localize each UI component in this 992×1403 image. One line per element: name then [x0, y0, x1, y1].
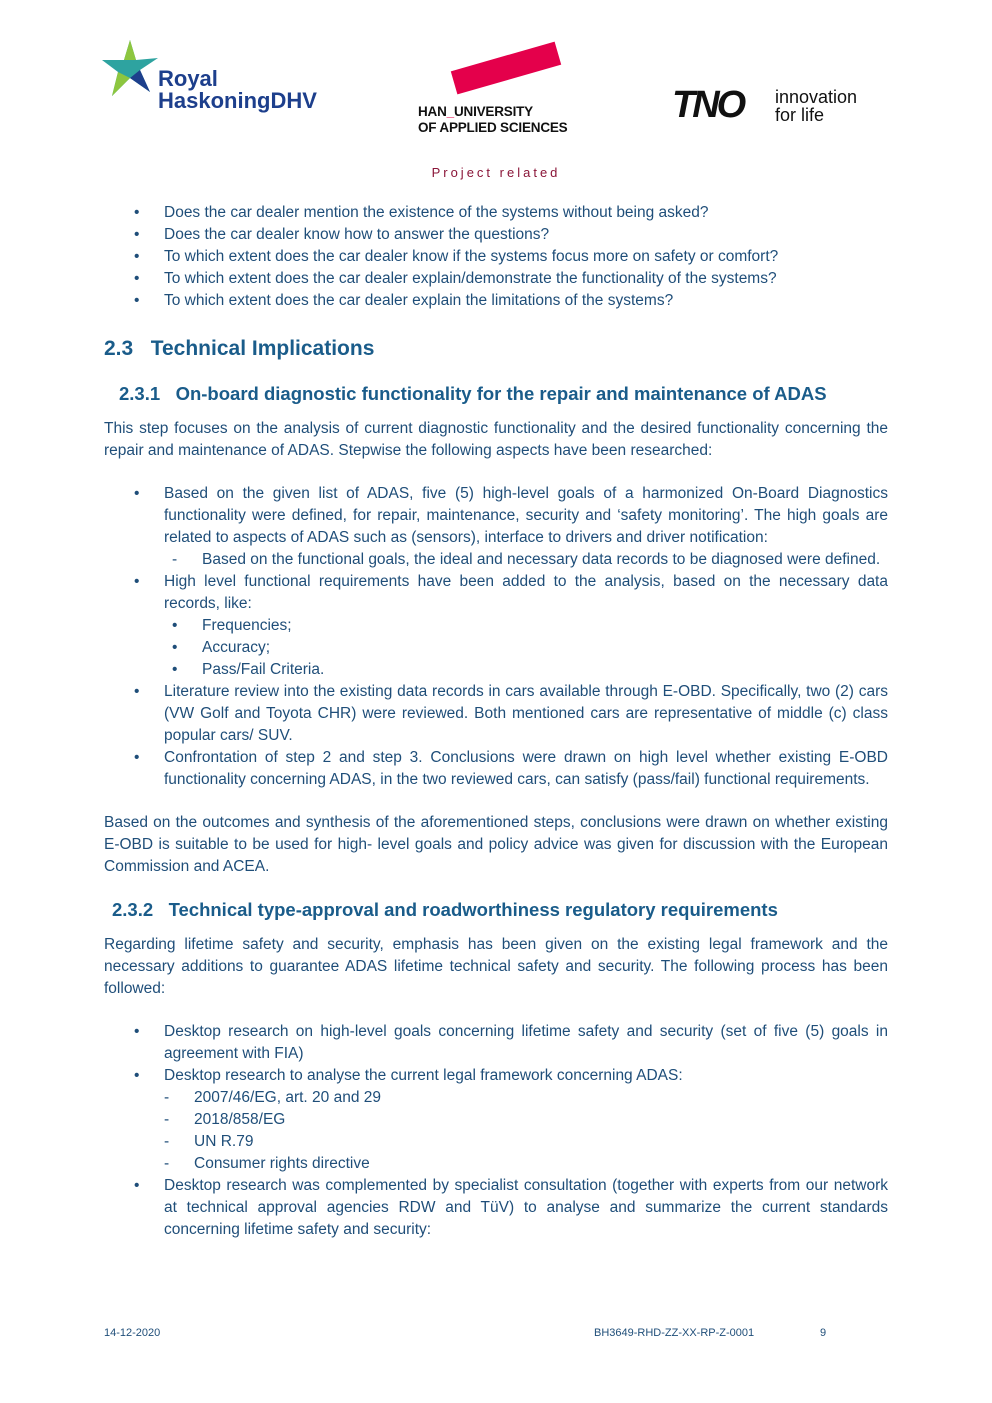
classification-label: Project related [431, 165, 561, 180]
tno-wordmark: TNO [672, 84, 744, 126]
sub-list [164, 549, 888, 571]
heading-2-3 [104, 336, 888, 362]
sub-list-item: - UN R.79 [194, 1131, 888, 1153]
list-item: • Literature review into the existing data records in cars available through E-OBD. Specifically, two (2) cars (VW Golf and Toyota CHR) were reviewed. Both mentioned cars are representative of middle (c) class popular cars/ SUV. [164, 681, 888, 747]
sub-list-item: • Frequencies; [202, 615, 888, 637]
list-item: • High level functional requirements have been added to the analysis, based on the necessary data records, like: • Frequencies; • Accuracy; • Pass/Fail Criteria. [164, 571, 888, 681]
paragraph: Regarding lifetime safety and security, emphasis has been given on the existing legal framework and the necessary additions to guarantee ADAS lifetime technical safety and security. The following process has been followed: [104, 936, 888, 997]
star-mark-icon [100, 38, 160, 100]
heading-2-3-1 [104, 382, 888, 406]
rhdhv-line2: HaskoningDHV [158, 88, 317, 113]
page-content [104, 202, 888, 1241]
han-line2: OF APPLIED SCIENCES [418, 120, 568, 135]
sub-list-item: - 2007/46/EG, art. 20 and 29 [194, 1087, 888, 1109]
intro-bullet-list [104, 202, 888, 312]
han-red-bar [451, 42, 561, 95]
list-item: • Confrontation of step 2 and step 3. Conclusions were drawn on high level whether existing E-OBD functionality concerning ADAS, in the two reviewed cars, can satisfy (pass/fail) functional requirements. [164, 747, 888, 791]
paragraph: This step focuses on the analysis of current diagnostic functionality and the desired functionality concerning the repair and maintenance of ADAS. Stepwise the following aspects have been researched: [104, 420, 888, 459]
list-item: • Based on the given list of ADAS, five (5) high-level goals of a harmonized On-Board Diagnostics functionality were defined, for repair, maintenance, security and ‘safety monitoring’. The high goals are related to aspects of ADAS such as (sensors), interface to drivers and driver notification: - Based on the functional goals, the ideal and necessary data records to be diagnosed were defined. [164, 483, 888, 571]
paragraph: Based on the outcomes and synthesis of the aforementioned steps, conclusions were drawn on whether existing E-OBD is suitable to be used for high- level goals and policy advice was given for discussion with the European Commission and ACEA. [104, 814, 888, 875]
tno-logo [672, 86, 882, 126]
sub-list-item: - Based on the functional goals, the ideal and necessary data records to be diagnosed were defined. [202, 549, 888, 571]
obd-steps-list [104, 483, 888, 791]
heading-title: Technical Implications [150, 337, 375, 360]
rhdhv-line1: Royal [158, 66, 218, 91]
sub-list-item: • Accuracy; [202, 637, 888, 659]
list-item: • Desktop research to analyse the current legal framework concerning ADAS: - 2007/46/EG, art. 20 and 29 - 2018/858/EG - UN R.79 - Consumer rights directive [164, 1065, 888, 1175]
heading-title: On-board diagnostic functionality for the repair and maintenance of ADAS [175, 383, 827, 404]
list-item: • Desktop research was complemented by specialist consultation (together with experts from our network at technical approval agencies RDW and TüV) to analyse and summarize the current standards concerning lifetime safety and security: [164, 1175, 888, 1241]
sub-list-item: - Consumer rights directive [194, 1153, 888, 1175]
regulatory-steps-list [104, 1021, 888, 1241]
sub-list [164, 1087, 888, 1175]
royal-haskoningdhv-logo [100, 38, 340, 120]
list-item: • To which extent does the car dealer know if the systems focus more on safety or comfort? [164, 246, 888, 268]
tno-tag-line2: for life [775, 105, 825, 125]
han-prefix: HAN [418, 104, 447, 119]
list-item: • To which extent does the car dealer explain/demonstrate the functionality of the systems? [164, 268, 888, 290]
list-item: • To which extent does the car dealer explain the limitations of the systems? [164, 290, 888, 312]
han-line1: UNIVERSITY [453, 104, 533, 119]
sub-list-item: - 2018/858/EG [194, 1109, 888, 1131]
tno-tag-line1: innovation [775, 87, 858, 107]
list-item: • Desktop research on high-level goals concerning lifetime safety and security (set of five (5) goals in agreement with FIA) [164, 1021, 888, 1065]
list-item: • Does the car dealer know how to answer the questions? [164, 224, 888, 246]
heading-number: 2.3.2 [112, 899, 154, 920]
heading-2-3-2 [104, 898, 888, 922]
footer-doc-ref: BH3649-RHD-ZZ-XX-RP-Z-0001 [594, 1327, 755, 1339]
footer-page-number: 9 [820, 1327, 827, 1339]
footer-date: 14-12-2020 [104, 1327, 161, 1339]
heading-number: 2.3.1 [119, 383, 161, 404]
han-university-logo: HAN_UNIVERSITY OF APPLIED SCIENCES [418, 40, 568, 140]
sub-list-item: • Pass/Fail Criteria. [202, 659, 888, 681]
heading-number: 2.3 [104, 337, 134, 360]
list-item: • Does the car dealer mention the existence of the systems without being asked? [164, 202, 888, 224]
sub-list [164, 615, 888, 681]
heading-title: Technical type-approval and roadworthiness regulatory requirements [168, 899, 778, 920]
